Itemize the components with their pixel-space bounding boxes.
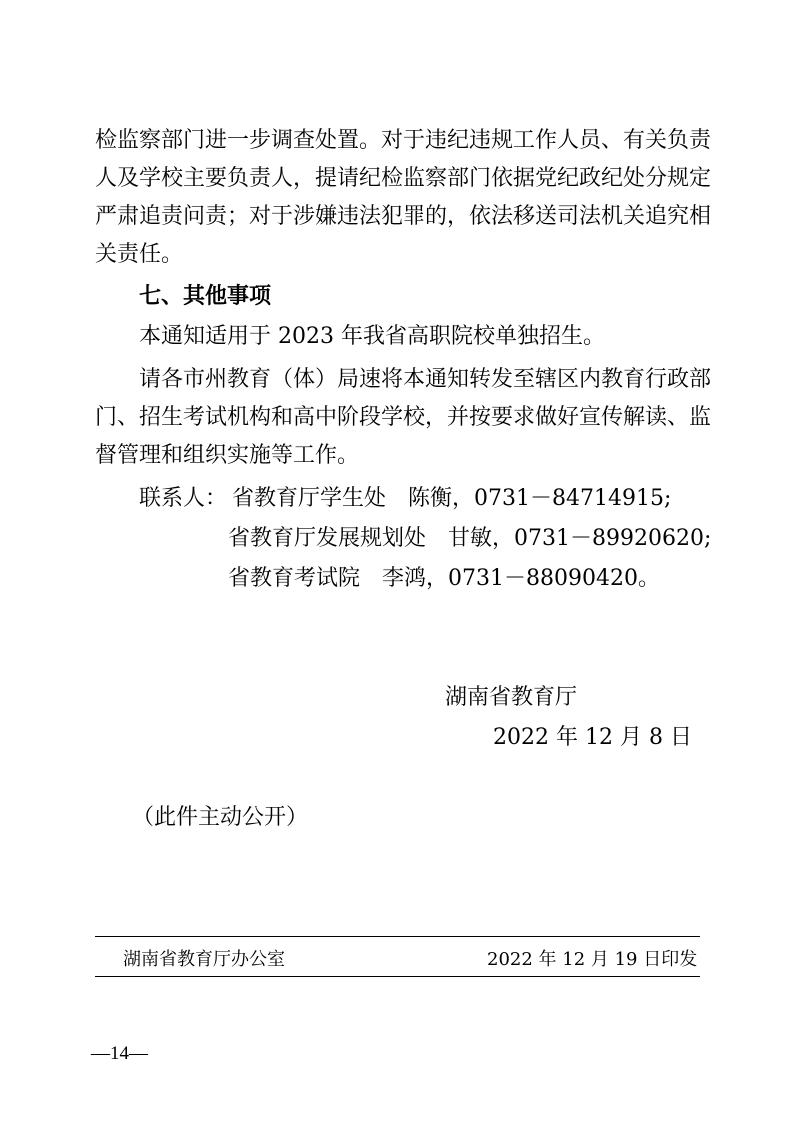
signature-date: 2022 年 12 月 8 日 bbox=[493, 725, 692, 750]
section-heading: 七、其他事项 bbox=[139, 284, 272, 309]
body-line: 严肃追责问责；对于涉嫌违法犯罪的，依法移送司法机关追究相 bbox=[95, 204, 712, 229]
footer-rule-bottom bbox=[95, 976, 700, 977]
body-line: 本通知适用于 2023 年我省高职院校单独招生。 bbox=[139, 324, 605, 349]
footer-rule-top bbox=[95, 936, 700, 937]
contact-entry: 省教育厅发展规划处 甘敏，0731－89920620; bbox=[228, 526, 712, 551]
issuer-signature: 湖南省教育厅 bbox=[445, 685, 578, 710]
contacts-label: 联系人： bbox=[139, 486, 228, 511]
page-number: —14— bbox=[91, 1043, 148, 1064]
body-line: 门、招生考试机构和高中阶段学校，并按要求做好宣传解读、监 bbox=[95, 405, 712, 430]
disclosure-note: （此件主动公开） bbox=[132, 805, 309, 830]
body-line: 关责任。 bbox=[95, 242, 184, 267]
body-line: 检监察部门进一步调查处置。对于违纪违规工作人员、有关负责 bbox=[95, 128, 712, 153]
footer-office: 湖南省教育厅办公室 bbox=[123, 949, 285, 970]
contact-entry: 省教育厅学生处 陈衡，0731－84714915; bbox=[232, 486, 672, 511]
body-line: 人及学校主要负责人，提请纪检监察部门依据党纪政纪处分规定 bbox=[95, 166, 712, 191]
body-line: 请各市州教育（体）局速将本通知转发至辖区内教育行政部 bbox=[139, 367, 712, 392]
body-line: 督管理和组织实施等工作。 bbox=[95, 443, 360, 468]
footer-issue-date: 2022 年 12 月 19 日印发 bbox=[487, 949, 698, 970]
contact-entry: 省教育考试院 李鸿，0731－88090420。 bbox=[228, 566, 660, 591]
